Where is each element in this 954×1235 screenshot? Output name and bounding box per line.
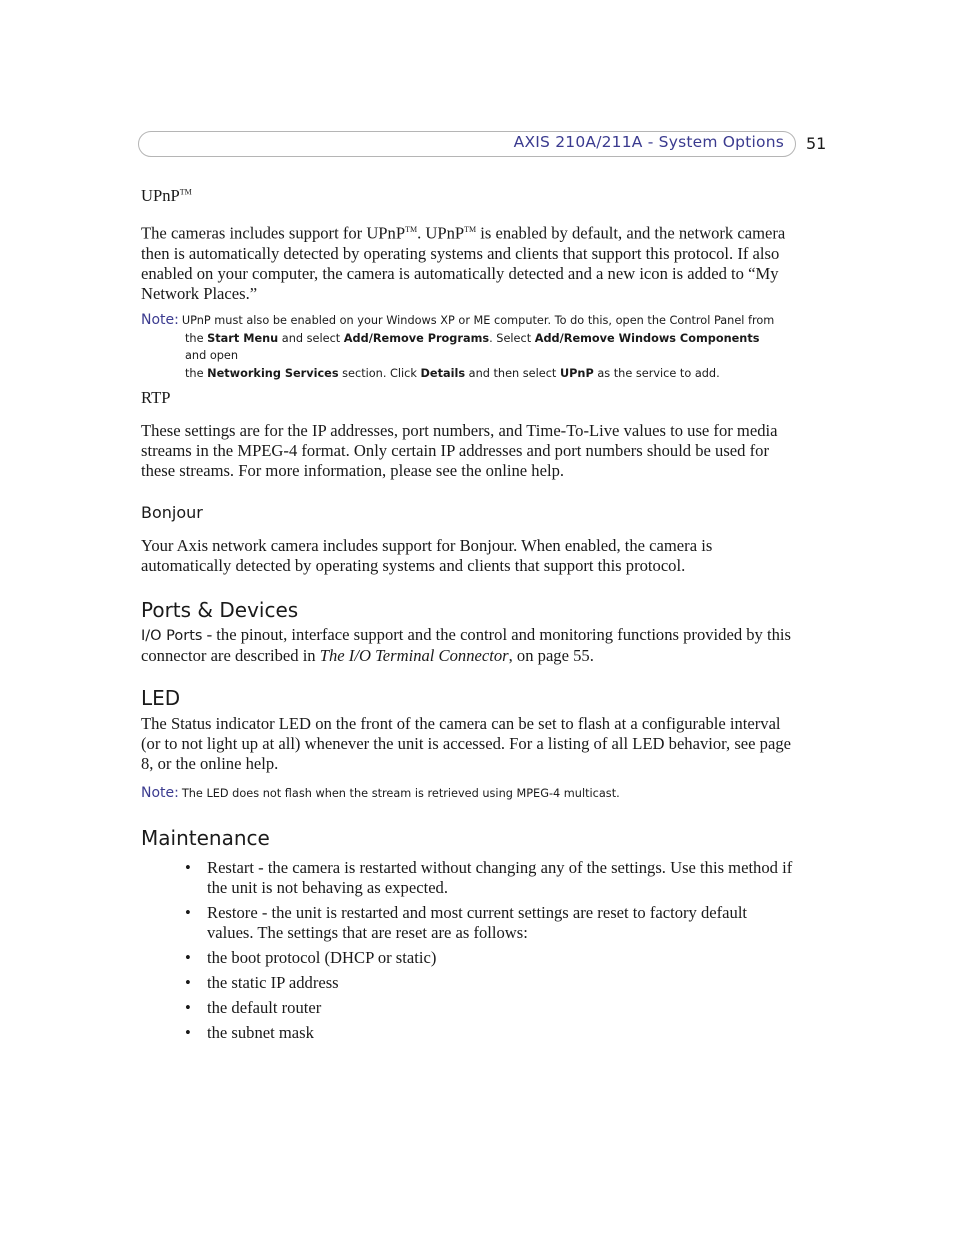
upnp-body: The cameras includes support for UPnP™. UPnP™ is enabled by default, and the network camera then is automatically detected by operating systems and clients that support this protocol. If also enabled on your computer, the camera is automatically detected and a new icon is added to “My Network Places.” — [141, 223, 786, 303]
upnp-note: Note: UPnP must also be enabled on your Windows XP or ME computer. To do this, open the Control Panel from the Start Menu and select Add/Remove Programs. Select Add/Remove Windows Components and open the Networking Services section. Click Details and then select UPnP as the service to add. — [141, 312, 775, 380]
upnp-heading: UPnP™ — [141, 186, 192, 205]
list-item: • the boot protocol (DHCP or static) — [185, 948, 795, 968]
bonjour-body: Your Axis network camera includes support for Bonjour. When enabled, the camera is automatically detected by operating systems and clients that support this protocol. — [141, 536, 713, 575]
rtp-heading: RTP — [141, 388, 171, 407]
list-item: • Restore - the unit is restarted and most current settings are reset to factory default values. The settings that are reset are as follows: — [185, 903, 795, 943]
ports-heading: Ports & Devices — [141, 598, 299, 622]
led-heading: LED — [141, 686, 181, 710]
note-label: Note: — [141, 785, 179, 801]
rtp-body: These settings are for the IP addresses, port numbers, and Time-To-Live values to use for media streams in the MPEG-4 format. Only certain IP addresses and port numbers should be used for these streams. For more information, please see the online help. — [141, 421, 778, 480]
bonjour-heading: Bonjour — [141, 503, 203, 522]
list-item: • the subnet mask — [185, 1023, 795, 1043]
list-item: • the static IP address — [185, 973, 795, 993]
list-item: • the default router — [185, 998, 795, 1018]
note-label: Note: — [141, 312, 179, 328]
header-title: AXIS 210A/211A - System Options — [513, 133, 784, 151]
maintenance-list — [185, 858, 795, 1048]
led-body: The Status indicator LED on the front of the camera can be set to flash at a configurable interval (or to not light up at all) whenever the unit is accessed. For a listing of all LED behavior, see page 8, or the online help. — [141, 714, 791, 773]
led-note: Note: The LED does not flash when the stream is retrieved using MPEG-4 multicast. — [141, 785, 620, 801]
list-item: • Restart - the camera is restarted without changing any of the settings. Use this method if the unit is not behaving as expected. — [185, 858, 795, 898]
maintenance-heading: Maintenance — [141, 826, 270, 850]
ports-body: I/O Ports - the pinout, interface support and the control and monitoring functions provided by this connector are described in The I/O Terminal Connector, on page 55. — [141, 625, 791, 665]
page-number: 51 — [806, 134, 827, 153]
